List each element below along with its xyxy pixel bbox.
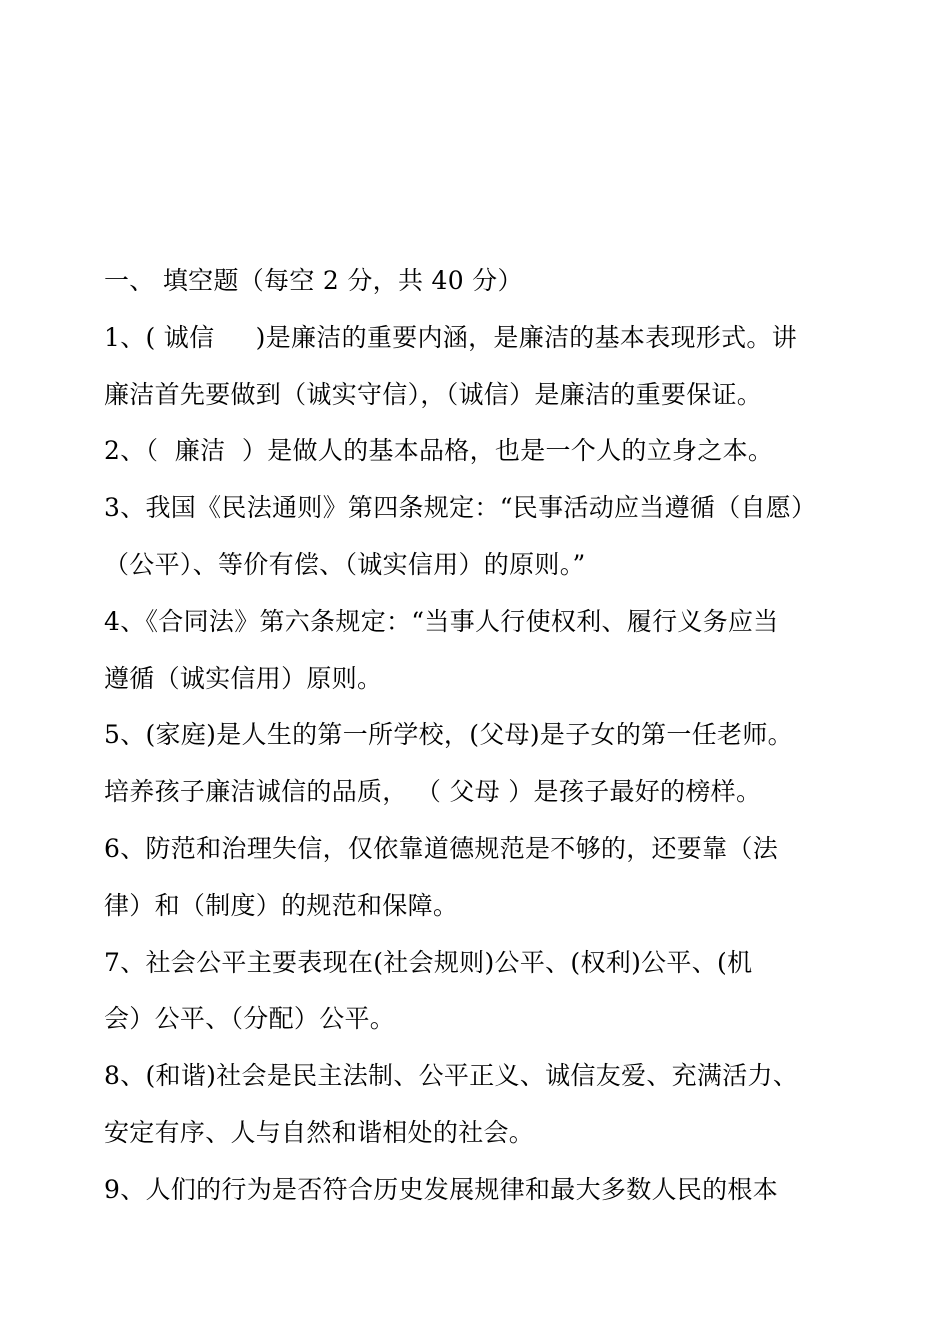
question-4-line-1: 4、《合同法》第六条规定：“当事人行使权利、履行义务应当 bbox=[104, 606, 779, 636]
question-1-line-1: 1、( 诚信 )是廉洁的重要内涵，是廉洁的基本表现形式。讲 bbox=[104, 322, 797, 352]
document-body bbox=[104, 257, 884, 1223]
question-6-line-2: 律）和（制度）的规范和保障。 bbox=[104, 890, 459, 920]
question-4-line-2: 遵循（诚实信用）原则。 bbox=[104, 663, 383, 693]
question-7-line-2: 会）公平、（分配）公平。 bbox=[104, 1004, 396, 1034]
question-5-line-1: 5、(家庭)是人生的第一所学校，(父母)是子女的第一任老师。 bbox=[104, 720, 793, 750]
question-1-line-2: 廉洁首先要做到（诚实守信），（诚信）是廉洁的重要保证。 bbox=[104, 379, 763, 409]
question-7-line-1: 7、社会公平主要表现在(社会规则)公平、(权利)公平、(机 bbox=[104, 947, 753, 977]
question-2-line-1: 2、（ 廉洁 ）是做人的基本品格，也是一个人的立身之本。 bbox=[104, 436, 774, 466]
question-3-line-2: （公平）、等价有偿、（诚实信用）的原则。” bbox=[104, 549, 586, 579]
section-title: 一、 填空题（每空 2 分，共 40 分） bbox=[104, 266, 523, 295]
question-8-line-2: 安定有序、人与自然和谐相处的社会。 bbox=[104, 1117, 535, 1147]
question-5-line-2: 培养孩子廉洁诚信的品质， （ 父母 ）是孩子最好的榜样。 bbox=[104, 777, 762, 807]
question-3-line-1: 3、我国《民法通则》第四条规定：“民事活动应当遵循（自愿） bbox=[104, 493, 817, 523]
question-6-line-1: 6、防范和治理失信，仅依靠道德规范是不够的，还要靠（法 bbox=[104, 833, 779, 863]
question-8-line-1: 8、(和谐)社会是民主法制、公平正义、诚信友爱、充满活力、 bbox=[104, 1061, 799, 1091]
question-9-line-1: 9、人们的行为是否符合历史发展规律和最大多数人民的根本 bbox=[104, 1174, 779, 1204]
